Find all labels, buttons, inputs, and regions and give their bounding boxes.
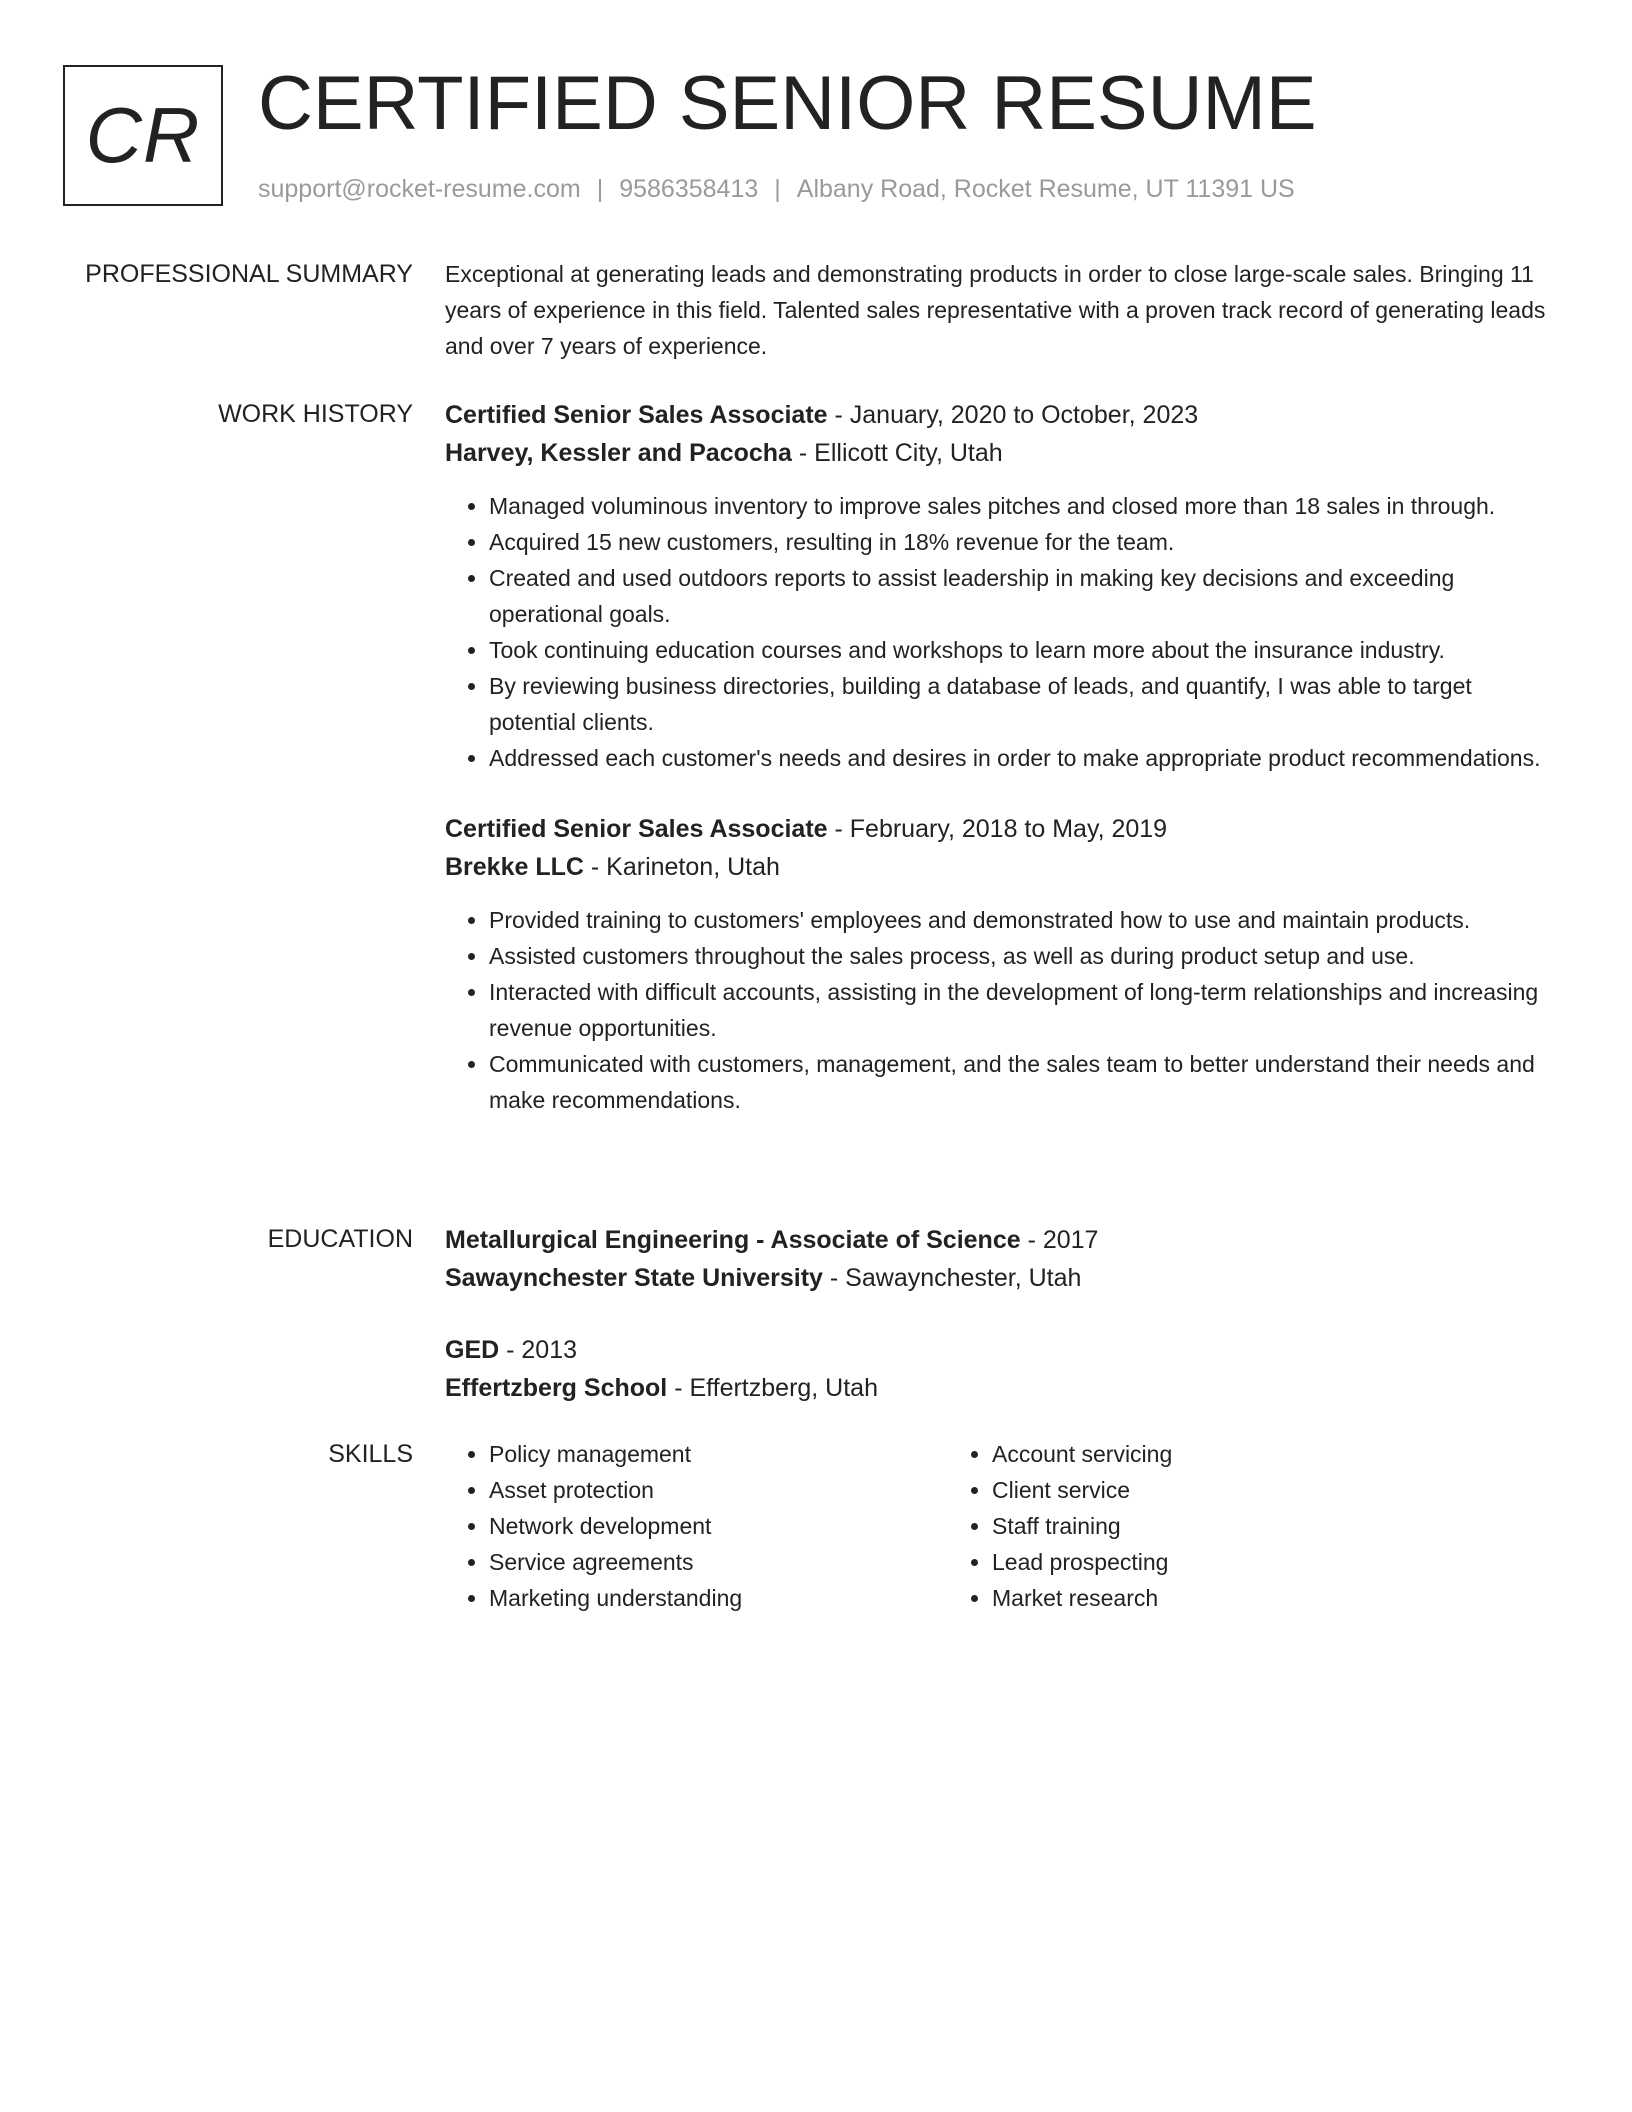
job-location: - Karineton, Utah (583, 853, 780, 881)
skill-item: • Asset protection (489, 1472, 948, 1508)
job-dates: - February, 2018 to May, 2019 (827, 815, 1168, 843)
summary-text: Exceptional at generating leads and demonstrating products in order to close large-scale sales. Bringing 11 years of experience in this field. Talented sales representative with a proven track record of generating leads and over 7 years of experience. (445, 261, 1546, 359)
job-bullet: • Acquired 15 new customers, resulting in 18% revenue for the team. (489, 524, 1555, 560)
job-bullet: • Communicated with customers, management, and the sales team to better understand their needs and make recommendations. (489, 1046, 1555, 1118)
skill-item: • Lead prospecting (992, 1544, 1451, 1580)
job-title: Certified Senior Sales Associate (445, 815, 828, 843)
job-dates: - January, 2020 to October, 2023 (827, 401, 1199, 429)
job-bullet: • Assisted customers throughout the sales process, as well as during product setup and use. (489, 938, 1555, 974)
job-bullets (445, 488, 1555, 776)
skill-item: • Market research (992, 1580, 1451, 1616)
job-location: - Ellicott City, Utah (791, 439, 1003, 467)
section-heading-education: EDUCATION (267, 1225, 413, 1253)
skill-item: • Policy management (489, 1436, 948, 1472)
job-title-line (445, 396, 1555, 434)
monogram-logo: CR (63, 65, 223, 206)
skill-item: • Account servicing (992, 1436, 1451, 1472)
education-location: - Effertzberg, Utah (667, 1374, 878, 1402)
education-location: - Sawaynchester, Utah (822, 1264, 1082, 1292)
job-bullet: • Addressed each customer's needs and desires in order to make appropriate product recommendations. (489, 740, 1555, 776)
job-bullet: • Created and used outdoors reports to assist leadership in making key decisions and exceeding operational goals. (489, 560, 1555, 632)
education-school: Effertzberg School (445, 1374, 668, 1402)
skill-item: • Network development (489, 1508, 948, 1544)
education-entry (445, 1221, 1555, 1297)
education-school-line (445, 1259, 1555, 1297)
job-company-line (445, 848, 1555, 886)
job-bullets (445, 902, 1555, 1118)
education-degree-line (445, 1221, 1555, 1259)
job-bullet: • By reviewing business directories, building a database of leads, and quantify, I was able to target potential clients. (489, 668, 1555, 740)
contact-email: support@rocket-resume.com (258, 175, 581, 203)
job-title-line (445, 810, 1555, 848)
skill-item: • Marketing understanding (489, 1580, 948, 1616)
job-title: Certified Senior Sales Associate (445, 401, 828, 429)
education-year: - 2017 (1020, 1226, 1099, 1254)
section-heading-summary: PROFESSIONAL SUMMARY (85, 260, 413, 288)
contact-separator: | (596, 175, 604, 203)
education-degree: Metallurgical Engineering - Associate of Science (445, 1226, 1021, 1254)
resume-title: CERTIFIED SENIOR RESUME (258, 61, 1317, 146)
contact-phone: 9586358413 (619, 175, 759, 203)
summary-body (445, 256, 1555, 364)
contact-separator: | (774, 175, 781, 203)
skill-item: • Client service (992, 1472, 1451, 1508)
skill-item: • Service agreements (489, 1544, 948, 1580)
job-company: Harvey, Kessler and Pacocha (445, 439, 792, 467)
education-degree: GED (445, 1336, 500, 1364)
education-degree-line (445, 1331, 1555, 1369)
job-entry (445, 396, 1555, 776)
skills-body (445, 1436, 1555, 1616)
job-company-line (445, 434, 1555, 472)
contact-address: Albany Road, Rocket Resume, UT 11391 US (796, 175, 1295, 203)
job-bullet: • Took continuing education courses and workshops to learn more about the insurance industry. (489, 632, 1555, 668)
work-history-body (445, 396, 1555, 1118)
education-body (445, 1221, 1555, 1407)
contact-line (258, 173, 1295, 205)
job-bullet: • Interacted with difficult accounts, assisting in the development of long-term relationships and increasing revenue opportunities. (489, 974, 1555, 1046)
education-school: Sawaynchester State University (445, 1264, 823, 1292)
job-entry (445, 810, 1555, 1118)
job-company: Brekke LLC (445, 853, 584, 881)
job-bullet: • Managed voluminous inventory to improve sales pitches and closed more than 18 sales in through. (489, 488, 1555, 524)
skills-columns (445, 1436, 1555, 1616)
job-bullet: • Provided training to customers' employees and demonstrated how to use and maintain products. (489, 902, 1555, 938)
section-heading-skills: SKILLS (328, 1440, 413, 1468)
education-school-line (445, 1369, 1555, 1407)
skills-list-right (948, 1436, 1451, 1616)
education-entry (445, 1331, 1555, 1407)
skill-item: • Staff training (992, 1508, 1451, 1544)
section-heading-work-history: WORK HISTORY (218, 400, 413, 428)
skills-list-left (445, 1436, 948, 1616)
education-year: - 2013 (499, 1336, 578, 1364)
